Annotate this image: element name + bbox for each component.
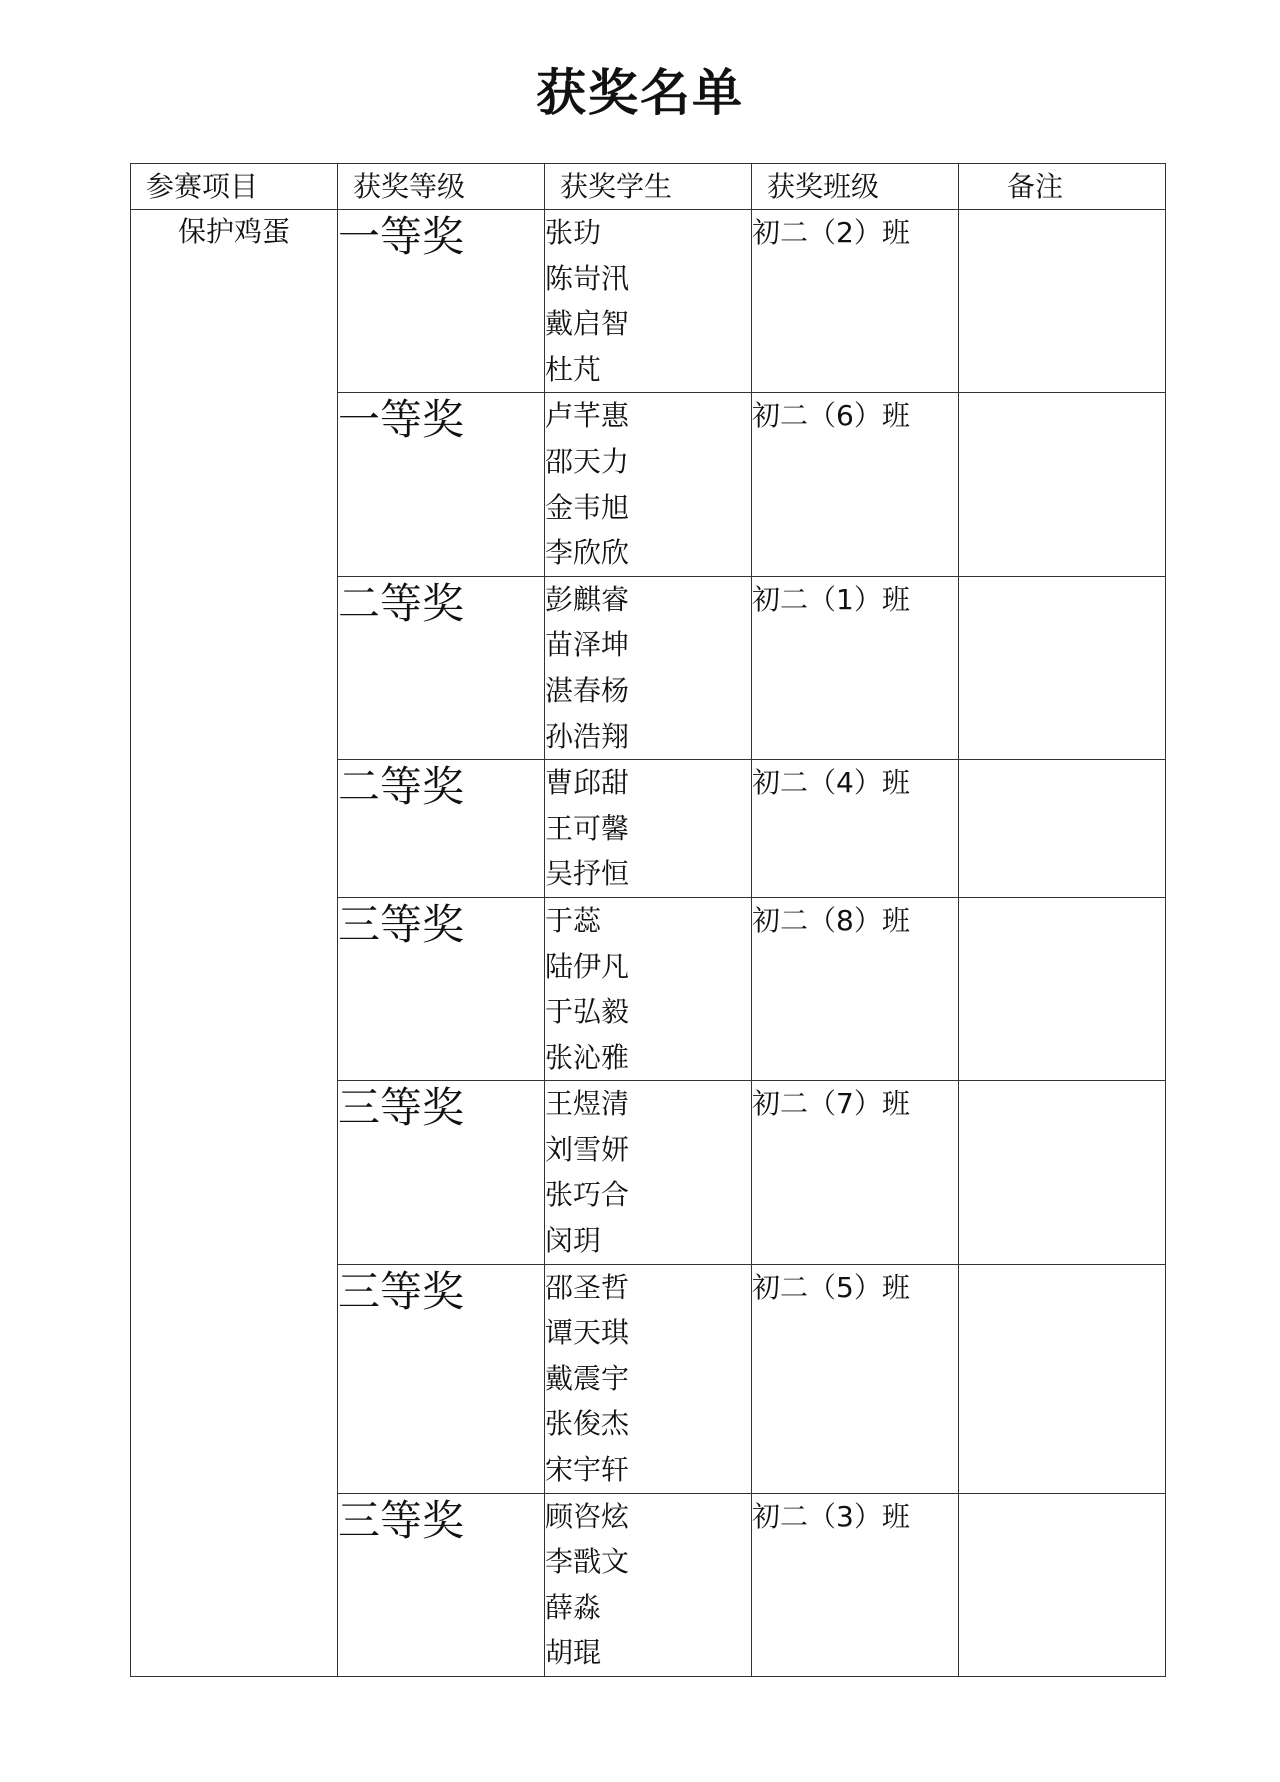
students-cell — [545, 760, 752, 898]
students-cell — [545, 210, 752, 393]
student-name: 苗泽坤 — [545, 628, 630, 662]
remark-cell — [959, 897, 1166, 1080]
student-name: 孙浩翔 — [545, 719, 630, 753]
award-level-cell: 二等奖 — [338, 576, 545, 759]
remark-cell — [959, 1081, 1166, 1264]
student-name: 张巧合 — [545, 1178, 630, 1212]
student-name: 戴启智 — [545, 307, 630, 341]
header-remark: 备注 — [959, 164, 1166, 210]
students-cell — [545, 1081, 752, 1264]
student-name: 张沁雅 — [545, 1040, 630, 1074]
student-name: 顾咨炫 — [545, 1499, 630, 1533]
student-name: 邵圣哲 — [545, 1270, 630, 1304]
award-level-cell: 一等奖 — [338, 210, 545, 393]
student-name: 谭天琪 — [545, 1316, 630, 1350]
student-name: 张玏 — [545, 216, 602, 249]
table-header-row — [131, 164, 1166, 210]
student-name: 陈岢汛 — [545, 261, 630, 295]
student-name: 闵玥 — [545, 1224, 602, 1258]
student-name: 李欣欣 — [545, 536, 630, 570]
remark-cell — [959, 210, 1166, 393]
award-level-cell: 一等奖 — [338, 393, 545, 576]
award-level-cell: 三等奖 — [338, 1264, 545, 1493]
class-cell: 初二（4）班 — [752, 760, 959, 898]
header-class: 获奖班级 — [752, 164, 959, 210]
student-name: 刘雪妍 — [545, 1132, 630, 1166]
student-name: 宋宇轩 — [545, 1453, 630, 1487]
class-cell: 初二（3）班 — [752, 1493, 959, 1676]
student-name: 王可馨 — [545, 811, 630, 845]
page-title: 获奖名单 — [536, 63, 744, 122]
class-cell: 初二（7）班 — [752, 1081, 959, 1264]
class-cell: 初二（1）班 — [752, 576, 959, 759]
student-name: 陆伊凡 — [545, 949, 630, 983]
students-cell — [545, 393, 752, 576]
award-level-cell: 三等奖 — [338, 1493, 545, 1676]
class-cell: 初二（5）班 — [752, 1264, 959, 1493]
student-name: 吴抒恒 — [545, 857, 630, 891]
award-level-cell: 三等奖 — [338, 1081, 545, 1264]
class-cell: 初二（6）班 — [752, 393, 959, 576]
table-body — [131, 210, 1166, 1677]
remark-cell — [959, 1493, 1166, 1676]
header-level: 获奖等级 — [338, 164, 545, 210]
remark-cell — [959, 576, 1166, 759]
student-name: 王煜清 — [545, 1087, 630, 1121]
table-row — [131, 210, 1166, 393]
student-name: 于蕊 — [545, 903, 602, 937]
remark-cell — [959, 393, 1166, 576]
students-cell — [545, 1264, 752, 1493]
award-table — [130, 163, 1166, 1677]
student-name: 邵天力 — [545, 444, 630, 478]
student-name: 卢芊惠 — [545, 399, 630, 433]
header-project: 参赛项目 — [131, 164, 338, 210]
student-name: 金韦旭 — [545, 490, 630, 524]
student-name: 张俊杰 — [545, 1407, 630, 1441]
student-name: 李戬文 — [545, 1545, 630, 1579]
student-name: 薛淼 — [545, 1590, 602, 1624]
student-name: 戴震宇 — [545, 1361, 630, 1395]
students-cell — [545, 897, 752, 1080]
students-cell — [545, 576, 752, 759]
student-name: 曹邱甜 — [545, 766, 630, 800]
student-name: 彭麒睿 — [545, 582, 630, 616]
project-cell: 保护鸡蛋 — [131, 210, 338, 1677]
class-cell: 初二（8）班 — [752, 897, 959, 1080]
students-cell — [545, 1493, 752, 1676]
header-students: 获奖学生 — [545, 164, 752, 210]
class-cell: 初二（2）班 — [752, 210, 959, 393]
remark-cell — [959, 1264, 1166, 1493]
student-name: 于弘毅 — [545, 995, 630, 1029]
student-name: 湛春杨 — [545, 673, 630, 707]
student-name: 胡琨 — [545, 1636, 602, 1670]
award-level-cell: 二等奖 — [338, 760, 545, 898]
award-level-cell: 三等奖 — [338, 897, 545, 1080]
student-name: 杜芃 — [545, 352, 602, 386]
remark-cell — [959, 760, 1166, 898]
